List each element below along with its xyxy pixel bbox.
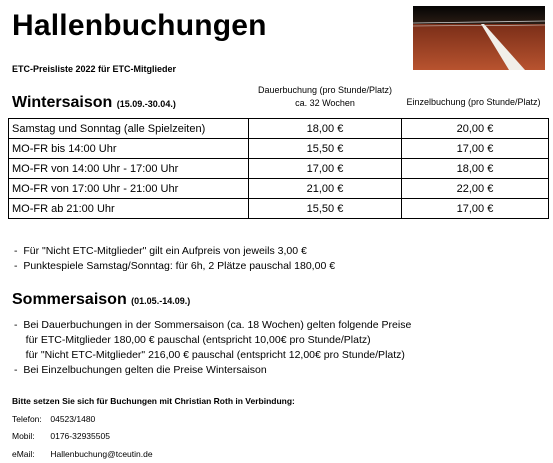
tennis-court-photo [413,6,545,70]
table-row [9,179,549,199]
phone-number: 04523/1480 [50,414,95,424]
table-row [9,139,549,159]
row-label: MO-FR bis 14:00 Uhr [9,139,249,159]
einzel-price: 17,00 € [402,199,549,219]
phone-label: Telefon: [12,411,48,429]
mobile-label: Mobil: [12,428,48,446]
list-item: - Bei Dauerbuchungen in der Sommersaison (ca. 18 Wochen) gelten folgende Preise [14,318,411,333]
price-list-subtitle: ETC-Preisliste 2022 für ETC-Mitglieder [12,64,176,74]
dauer-price: 18,00 € [249,119,402,139]
winter-notes [14,244,335,274]
contact-block [12,393,295,463]
dauer-price: 15,50 € [249,199,402,219]
row-label: MO-FR von 17:00 Uhr - 21:00 Uhr [9,179,249,199]
dauer-price: 21,00 € [249,179,402,199]
winter-season-dates: (15.09.-30.04.) [117,99,176,109]
summer-season-dates: (01.05.-14.09.) [131,296,190,306]
table-row [9,119,549,139]
winter-price-table [8,118,549,219]
column-header-dauerbuchung [249,84,401,110]
column-header-einzelbuchung: Einzelbuchung (pro Stunde/Platz) [396,97,551,107]
column-header-dauerbuchung-line1: Dauerbuchung (pro Stunde/Platz) [249,84,401,97]
einzel-price: 17,00 € [402,139,549,159]
contact-intro: Bitte setzen Sie sich für Buchungen mit Christian Roth in Verbindung: [12,393,295,411]
dauer-price: 15,50 € [249,139,402,159]
table-row [9,159,549,179]
email-address[interactable]: Hallenbuchung@tceutin.de [50,449,152,459]
email-label: eMail: [12,446,48,463]
contact-phone-row [12,411,295,429]
page-title: Hallenbuchungen [12,9,267,43]
summer-season-title: Sommersaison [12,291,127,308]
einzel-price: 22,00 € [402,179,549,199]
row-label: Samstag und Sonntag (alle Spielzeiten) [9,119,249,139]
row-label: MO-FR von 14:00 Uhr - 17:00 Uhr [9,159,249,179]
contact-mobile-row [12,428,295,446]
summer-season-heading [12,291,190,309]
list-item: für ETC-Mitglieder 180,00 € pauschal (entspricht 10,00€ pro Stunde/Platz) [14,333,411,348]
list-item: - Für "Nicht ETC-Mitglieder" gilt ein Aufpreis von jeweils 3,00 € [14,244,335,259]
mobile-number: 0176-32935505 [50,431,110,441]
table-row [9,199,549,219]
einzel-price: 18,00 € [402,159,549,179]
contact-email-row [12,446,295,463]
winter-season-title: Wintersaison [12,94,112,111]
row-label: MO-FR ab 21:00 Uhr [9,199,249,219]
column-header-dauerbuchung-line2: ca. 32 Wochen [249,97,401,110]
winter-season-heading [12,94,176,112]
list-item: - Punktespiele Samstag/Sonntag: für 6h, 2 Plätze pauschal 180,00 € [14,259,335,274]
list-item: für "Nicht ETC-Mitglieder" 216,00 € pauschal (entspricht 12,00€ pro Stunde/Platz) [14,348,411,363]
dauer-price: 17,00 € [249,159,402,179]
summer-notes [14,318,411,378]
list-item: - Bei Einzelbuchungen gelten die Preise Wintersaison [14,363,411,378]
einzel-price: 20,00 € [402,119,549,139]
